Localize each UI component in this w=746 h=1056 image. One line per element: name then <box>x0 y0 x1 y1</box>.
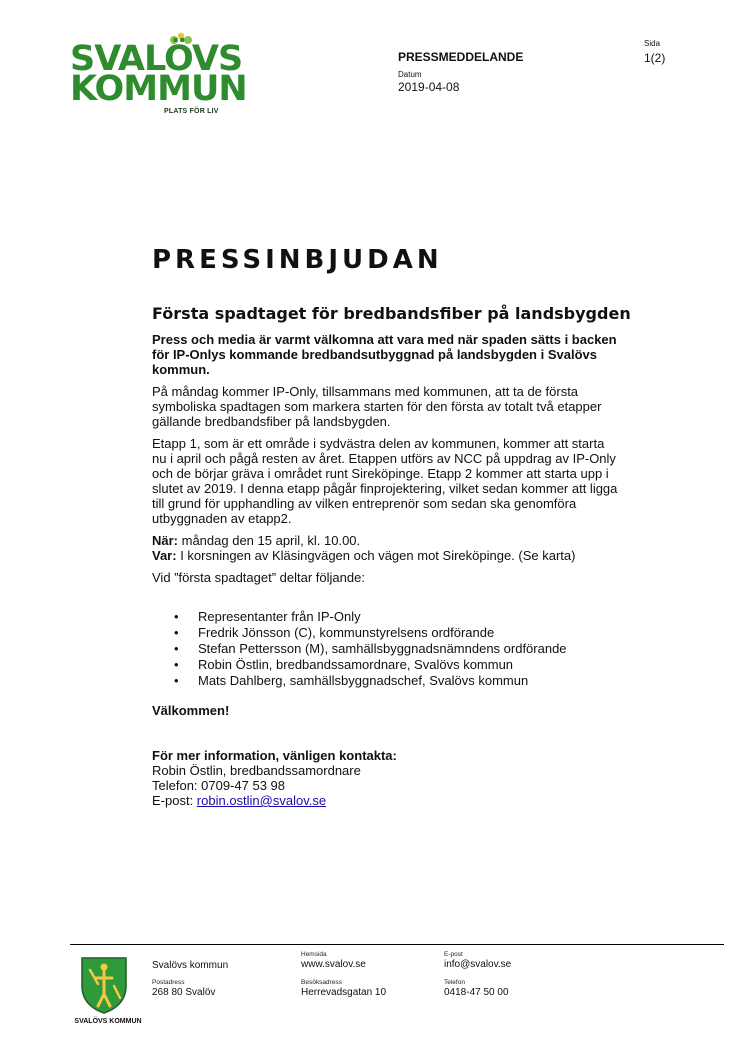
where-value: I korsningen av Kläsingvägen och vägen mot Sireköpinge. (Se karta) <box>176 548 576 563</box>
municipality-logo <box>70 34 247 118</box>
logo-line-2: KOMMUN <box>70 69 247 109</box>
when-line <box>152 533 622 548</box>
footer-email-label: E-post <box>444 951 463 958</box>
footer-email-value[interactable]: info@svalov.se <box>444 959 512 970</box>
footer-phone-label: Telefon <box>444 979 465 986</box>
where-label: Var: <box>152 548 177 563</box>
date-value: 2019-04-08 <box>398 80 460 94</box>
when-value: måndag den 15 april, kl. 10.00. <box>178 533 361 548</box>
list-item: • Stefan Pettersson (M), samhällsbyggnadsnämndens ordförande <box>152 641 622 657</box>
paragraph-1: På måndag kommer IP-Only, tillsammans med kommunen, att ta de första symboliska spadtagen som markera starten för den första av totalt två etapper gällande bredbandsfiber på landsbygden. <box>152 384 602 429</box>
contact-email-line <box>152 793 622 808</box>
coat-of-arms-icon <box>80 956 128 1014</box>
date-label: Datum <box>398 70 422 79</box>
logo-tagline: PLATS FÖR LIV <box>164 108 219 115</box>
paragraph-2: Etapp 1, som är ett område i sydvästra delen av kommunen, kommer att starta nu i april och pågå resten av året. Etappen utförs av NCC på uppdrag av IP-Only och de börjar gräva i området runt Sireköpinge. Etapp 2 kommer att starta upp i slutet av 2019. I denna etapp pågår finprojektering, vilket sedan kommer att ligga till grund för upphandling av vilken entreprenör som sedan ska genomföra utbyggnaden av etapp2. <box>152 436 618 526</box>
contact-name: Robin Östlin, bredbandssamordnare <box>152 763 361 778</box>
contact-title: För mer information, vänligen kontakta: <box>152 748 397 763</box>
coat-of-arms-label: SVALÖVS KOMMUN <box>74 1018 142 1025</box>
footer-web-label: Hemsida <box>301 951 327 958</box>
footer-phone-value: 0418-47 50 00 <box>444 987 509 998</box>
document-title: PRESSINBJUDAN <box>152 245 443 275</box>
list-item: • Mats Dahlberg, samhällsbyggnadschef, Svalövs kommun <box>152 673 622 689</box>
list-item: • Robin Östlin, bredbandssamordnare, Svalövs kommun <box>152 657 622 673</box>
contact-email-link[interactable]: robin.ostlin@svalov.se <box>196 793 327 808</box>
document-subtitle: Första spadtaget för bredbandsfiber på landsbygden <box>152 304 631 323</box>
document-body <box>152 332 622 808</box>
footer-postal-value: 268 80 Svalöv <box>152 987 216 998</box>
contact-block <box>152 748 622 808</box>
participants-list <box>152 609 622 689</box>
footer-divider <box>70 944 724 945</box>
page-label: Sida <box>644 39 661 48</box>
participants-intro: Vid ”första spadtaget” deltar följande: <box>152 570 365 585</box>
footer-org: Svalövs kommun <box>152 960 229 971</box>
footer-web-value[interactable]: www.svalov.se <box>301 959 366 970</box>
where-line <box>152 548 622 563</box>
page-number: 1(2) <box>644 51 666 65</box>
lead-paragraph: Press och media är varmt välkomna att vara med när spaden sätts i backen för IP-Onlys kommande bredbandsutbyggnad på landsbygden i Svalövs kommun. <box>152 332 617 377</box>
footer-visit-label: Besöksadress <box>301 979 342 986</box>
contact-phone: Telefon: 0709-47 53 98 <box>152 778 285 793</box>
footer-postal-label: Postadress <box>152 979 185 986</box>
logo-line-1: SVALÖVS <box>70 39 243 79</box>
footer-visit-value: Herrevadsgatan 10 <box>301 987 387 998</box>
contact-email-label: E-post: <box>152 793 197 808</box>
list-item: • Fredrik Jönsson (C), kommunstyrelsens ordförande <box>152 625 622 641</box>
welcome-text: Välkommen! <box>152 703 230 718</box>
document-type: PRESSMEDDELANDE <box>398 50 524 64</box>
when-label: När: <box>152 533 179 548</box>
list-item: • Representanter från IP-Only <box>152 609 622 625</box>
